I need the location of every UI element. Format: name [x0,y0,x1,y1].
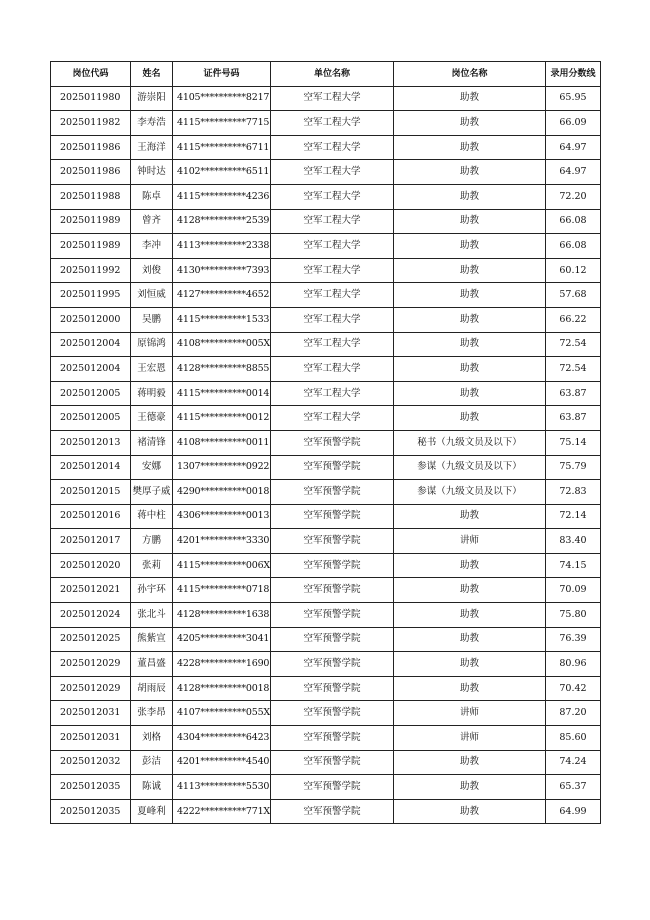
name-cell: 吴鹏 [131,307,173,332]
unit-name-cell: 空军预警学院 [271,799,394,824]
position-code-cell: 2025012021 [51,578,131,603]
unit-name-cell: 空军预警学院 [271,578,394,603]
table-row [51,455,601,480]
unit-name-cell: 空军预警学院 [271,726,394,751]
score-line-cell: 76.39 [546,627,601,652]
table-row [51,676,601,701]
id-number-cell: 4222**********771X [173,799,271,824]
id-number-cell: 4127**********4652 [173,283,271,308]
table-row [51,381,601,406]
position-name-cell: 助教 [394,504,546,529]
name-cell: 胡雨辰 [131,676,173,701]
position-code-cell: 2025012000 [51,307,131,332]
position-name-cell: 助教 [394,406,546,431]
id-number-cell: 4108**********005X [173,332,271,357]
position-code-cell: 2025012004 [51,357,131,382]
document-page [50,61,600,824]
id-number-cell: 4130**********7393 [173,258,271,283]
unit-name-cell: 空军工程大学 [271,86,394,111]
id-number-cell: 4128**********1638 [173,603,271,628]
position-code-cell: 2025012014 [51,455,131,480]
position-code-cell: 2025012025 [51,627,131,652]
table-row [51,135,601,160]
position-name-cell: 讲师 [394,529,546,554]
name-cell: 刘恒威 [131,283,173,308]
score-line-cell: 72.83 [546,480,601,505]
name-cell: 夏峰利 [131,799,173,824]
score-line-cell: 64.99 [546,799,601,824]
score-line-cell: 75.80 [546,603,601,628]
position-code-cell: 2025011995 [51,283,131,308]
table-row [51,406,601,431]
position-code-cell: 2025012024 [51,603,131,628]
id-number-cell: 4115**********1533 [173,307,271,332]
position-code-cell: 2025012031 [51,701,131,726]
id-number-cell: 1307**********0922 [173,455,271,480]
name-cell: 曾齐 [131,209,173,234]
name-cell: 彭洁 [131,750,173,775]
score-line-cell: 72.20 [546,184,601,209]
table-row [51,750,601,775]
name-cell: 陈诚 [131,775,173,800]
unit-name-cell: 空军预警学院 [271,701,394,726]
position-name-cell: 助教 [394,750,546,775]
name-cell: 蒋中柱 [131,504,173,529]
position-name-cell: 助教 [394,135,546,160]
name-cell: 钟时达 [131,160,173,185]
position-name-cell: 助教 [394,160,546,185]
score-line-cell: 74.24 [546,750,601,775]
id-number-cell: 4290**********0018 [173,480,271,505]
unit-name-cell: 空军预警学院 [271,603,394,628]
id-number-cell: 4115**********7715 [173,111,271,136]
position-name-cell: 助教 [394,652,546,677]
table-row [51,603,601,628]
unit-name-cell: 空军预警学院 [271,775,394,800]
id-number-cell: 4304**********6423 [173,726,271,751]
position-name-cell: 助教 [394,578,546,603]
unit-name-cell: 空军工程大学 [271,307,394,332]
header-id-number: 证件号码 [173,62,271,87]
table-row [51,283,601,308]
name-cell: 张李昂 [131,701,173,726]
header-position-code: 岗位代码 [51,62,131,87]
position-name-cell: 助教 [394,332,546,357]
header-name: 姓名 [131,62,173,87]
table-header-row [51,62,601,87]
unit-name-cell: 空军预警学院 [271,750,394,775]
unit-name-cell: 空军预警学院 [271,480,394,505]
score-line-cell: 64.97 [546,160,601,185]
score-line-cell: 66.08 [546,209,601,234]
position-code-cell: 2025011986 [51,135,131,160]
position-name-cell: 参谋（九级文员及以下） [394,480,546,505]
table-row [51,332,601,357]
position-name-cell: 讲师 [394,726,546,751]
score-line-cell: 80.96 [546,652,601,677]
unit-name-cell: 空军预警学院 [271,455,394,480]
score-line-cell: 83.40 [546,529,601,554]
name-cell: 王德豪 [131,406,173,431]
table-row [51,504,601,529]
position-name-cell: 助教 [394,553,546,578]
table-row [51,209,601,234]
position-code-cell: 2025012004 [51,332,131,357]
id-number-cell: 4201**********3330 [173,529,271,554]
position-code-cell: 2025012020 [51,553,131,578]
id-number-cell: 4113**********2338 [173,234,271,259]
table-row [51,652,601,677]
id-number-cell: 4128**********2539 [173,209,271,234]
score-line-cell: 75.79 [546,455,601,480]
table-row [51,234,601,259]
position-name-cell: 助教 [394,209,546,234]
unit-name-cell: 空军工程大学 [271,258,394,283]
table-row [51,529,601,554]
unit-name-cell: 空军工程大学 [271,209,394,234]
table-row [51,307,601,332]
position-code-cell: 2025012005 [51,406,131,431]
name-cell: 陈卓 [131,184,173,209]
score-line-cell: 87.20 [546,701,601,726]
table-row [51,111,601,136]
name-cell: 刘格 [131,726,173,751]
name-cell: 王海洋 [131,135,173,160]
header-unit-name: 单位名称 [271,62,394,87]
name-cell: 孙宇环 [131,578,173,603]
score-line-cell: 85.60 [546,726,601,751]
position-code-cell: 2025011986 [51,160,131,185]
score-line-cell: 63.87 [546,381,601,406]
score-line-cell: 72.14 [546,504,601,529]
position-name-cell: 助教 [394,234,546,259]
score-line-cell: 64.97 [546,135,601,160]
name-cell: 熊紫宣 [131,627,173,652]
position-name-cell: 助教 [394,86,546,111]
id-number-cell: 4128**********8855 [173,357,271,382]
position-code-cell: 2025011989 [51,234,131,259]
id-number-cell: 4107**********055X [173,701,271,726]
score-line-cell: 70.42 [546,676,601,701]
unit-name-cell: 空军工程大学 [271,406,394,431]
table-row [51,799,601,824]
unit-name-cell: 空军工程大学 [271,381,394,406]
unit-name-cell: 空军预警学院 [271,627,394,652]
position-code-cell: 2025012035 [51,799,131,824]
header-position-name: 岗位名称 [394,62,546,87]
unit-name-cell: 空军预警学院 [271,504,394,529]
position-code-cell: 2025011988 [51,184,131,209]
score-line-cell: 66.22 [546,307,601,332]
position-name-cell: 助教 [394,111,546,136]
unit-name-cell: 空军预警学院 [271,652,394,677]
id-number-cell: 4113**********5530 [173,775,271,800]
unit-name-cell: 空军工程大学 [271,332,394,357]
name-cell: 褚清锋 [131,430,173,455]
recruitment-table [50,61,601,824]
score-line-cell: 72.54 [546,357,601,382]
name-cell: 樊厚子威 [131,480,173,505]
unit-name-cell: 空军预警学院 [271,553,394,578]
score-line-cell: 66.08 [546,234,601,259]
name-cell: 原锦鸿 [131,332,173,357]
name-cell: 方鹏 [131,529,173,554]
table-row [51,258,601,283]
position-code-cell: 2025011980 [51,86,131,111]
position-name-cell: 秘书（九级文员及以下） [394,430,546,455]
position-code-cell: 2025012029 [51,652,131,677]
name-cell: 李冲 [131,234,173,259]
position-code-cell: 2025012013 [51,430,131,455]
position-code-cell: 2025012029 [51,676,131,701]
score-line-cell: 66.09 [546,111,601,136]
table-row [51,775,601,800]
position-code-cell: 2025012016 [51,504,131,529]
position-name-cell: 助教 [394,676,546,701]
id-number-cell: 4102**********6511 [173,160,271,185]
position-code-cell: 2025012005 [51,381,131,406]
table-row [51,553,601,578]
name-cell: 李寿浩 [131,111,173,136]
unit-name-cell: 空军工程大学 [271,283,394,308]
position-name-cell: 助教 [394,775,546,800]
id-number-cell: 4128**********0018 [173,676,271,701]
score-line-cell: 70.09 [546,578,601,603]
position-code-cell: 2025012035 [51,775,131,800]
score-line-cell: 75.14 [546,430,601,455]
unit-name-cell: 空军工程大学 [271,135,394,160]
id-number-cell: 4201**********4540 [173,750,271,775]
score-line-cell: 63.87 [546,406,601,431]
table-row [51,480,601,505]
position-code-cell: 2025012032 [51,750,131,775]
id-number-cell: 4105**********8217 [173,86,271,111]
position-name-cell: 讲师 [394,701,546,726]
unit-name-cell: 空军工程大学 [271,160,394,185]
id-number-cell: 4108**********0011 [173,430,271,455]
table-row [51,357,601,382]
name-cell: 游崇阳 [131,86,173,111]
id-number-cell: 4115**********0014 [173,381,271,406]
name-cell: 张北斗 [131,603,173,628]
position-name-cell: 助教 [394,627,546,652]
id-number-cell: 4115**********6711 [173,135,271,160]
position-name-cell: 参谋（九级文员及以下） [394,455,546,480]
id-number-cell: 4306**********0013 [173,504,271,529]
id-number-cell: 4115**********4236 [173,184,271,209]
position-code-cell: 2025011982 [51,111,131,136]
position-code-cell: 2025012015 [51,480,131,505]
name-cell: 刘俊 [131,258,173,283]
position-name-cell: 助教 [394,184,546,209]
position-code-cell: 2025012031 [51,726,131,751]
table-row [51,184,601,209]
name-cell: 董昌盛 [131,652,173,677]
position-name-cell: 助教 [394,603,546,628]
position-name-cell: 助教 [394,357,546,382]
score-line-cell: 72.54 [546,332,601,357]
position-code-cell: 2025011989 [51,209,131,234]
position-name-cell: 助教 [394,799,546,824]
position-name-cell: 助教 [394,283,546,308]
score-line-cell: 65.37 [546,775,601,800]
unit-name-cell: 空军预警学院 [271,430,394,455]
table-row [51,578,601,603]
name-cell: 安娜 [131,455,173,480]
position-code-cell: 2025012017 [51,529,131,554]
score-line-cell: 60.12 [546,258,601,283]
position-code-cell: 2025011992 [51,258,131,283]
header-score-line: 录用分数线 [546,62,601,87]
position-name-cell: 助教 [394,381,546,406]
table-body [51,86,601,824]
score-line-cell: 57.68 [546,283,601,308]
name-cell: 蒋明毅 [131,381,173,406]
id-number-cell: 4115**********0718 [173,578,271,603]
table-row [51,160,601,185]
id-number-cell: 4228**********1690 [173,652,271,677]
position-name-cell: 助教 [394,258,546,283]
table-row [51,726,601,751]
table-row [51,627,601,652]
unit-name-cell: 空军工程大学 [271,357,394,382]
unit-name-cell: 空军工程大学 [271,184,394,209]
id-number-cell: 4115**********006X [173,553,271,578]
table-row [51,86,601,111]
id-number-cell: 4115**********0012 [173,406,271,431]
id-number-cell: 4205**********3041 [173,627,271,652]
score-line-cell: 74.15 [546,553,601,578]
unit-name-cell: 空军预警学院 [271,676,394,701]
unit-name-cell: 空军工程大学 [271,234,394,259]
unit-name-cell: 空军预警学院 [271,529,394,554]
table-row [51,701,601,726]
score-line-cell: 65.95 [546,86,601,111]
name-cell: 张莉 [131,553,173,578]
position-name-cell: 助教 [394,307,546,332]
table-row [51,430,601,455]
name-cell: 王宏恩 [131,357,173,382]
unit-name-cell: 空军工程大学 [271,111,394,136]
